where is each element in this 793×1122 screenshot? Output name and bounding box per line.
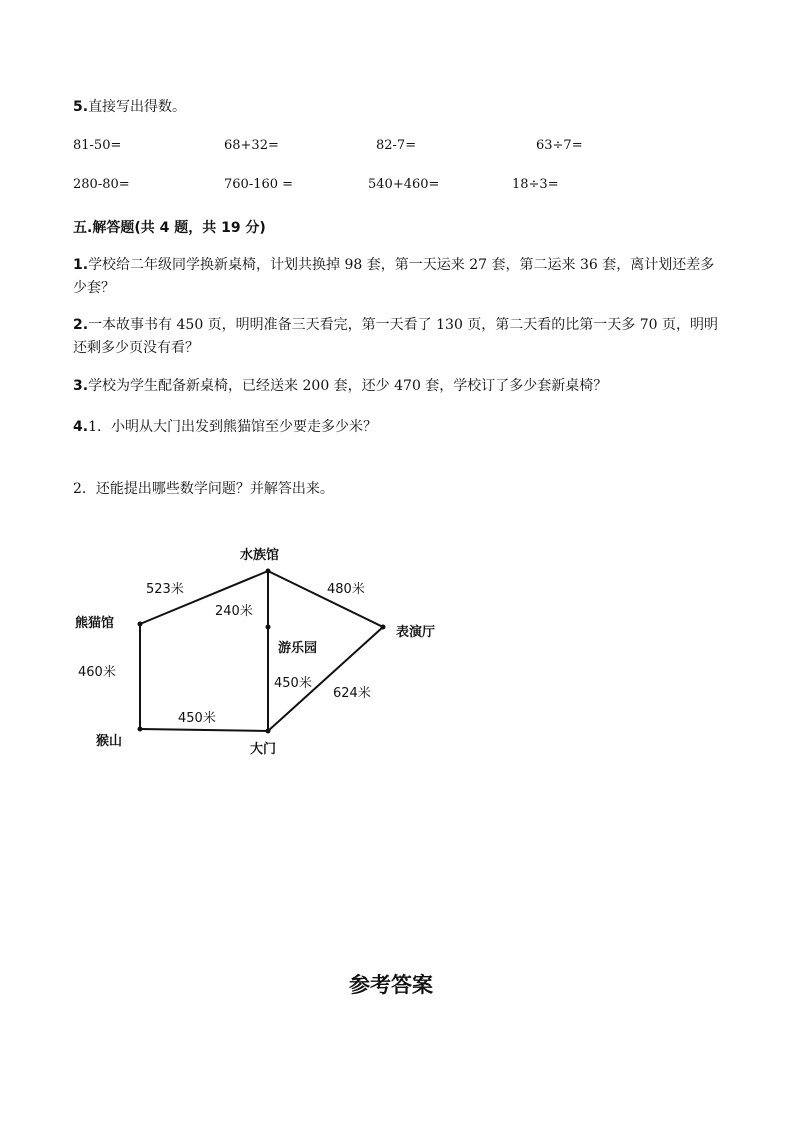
label-monkey: 猴山 <box>96 734 123 749</box>
problem-3-number: 3. <box>73 378 89 394</box>
q5-heading <box>73 97 186 117</box>
path-monkey-gate <box>140 729 268 731</box>
q5-row2-item2: 760-160 = <box>224 177 294 192</box>
problem-2-text: 一本故事书有 450 页，明明准备三天看完，第一天看了 130 页，第二天看的比第一天多 70 页，明明还剩多少页没有看？ <box>73 317 719 356</box>
problem-4 <box>73 416 721 439</box>
label-show: 表演厅 <box>396 625 436 640</box>
problem-4-text: 1．小明从大门出发到熊猫馆至少要走多少米？ <box>88 419 377 435</box>
path-aquarium-show <box>268 571 383 627</box>
q5-row2-item3: 540+460= <box>368 177 440 192</box>
q5-row1-item3: 82-7= <box>376 138 417 153</box>
q5-row2-item4: 18÷3= <box>512 177 559 192</box>
node-monkey <box>138 727 143 732</box>
dist-aquarium-show: 480米 <box>327 582 365 597</box>
problem-2 <box>73 314 721 360</box>
dist-panda-aquarium: 523米 <box>146 582 184 597</box>
section-title: 五.解答题(共 4 题，共 19 分) <box>73 220 266 236</box>
problem-4-sub-2: 2．还能提出哪些数学问题？并解答出来。 <box>73 481 334 497</box>
label-panda: 熊猫馆 <box>75 616 115 631</box>
q5-instruction: 直接写出得数。 <box>88 99 187 115</box>
problem-3 <box>73 375 721 398</box>
q5-number: 5. <box>73 99 89 115</box>
problem-4-number: 4. <box>73 419 89 435</box>
answer-title: 参考答案 <box>349 973 433 997</box>
q5-row2-item1: 280-80= <box>73 177 130 192</box>
node-gate <box>266 729 271 734</box>
problem-3-text: 学校为学生配备新桌椅，已经送来 200 套，还少 470 套，学校订了多少套新桌椅？ <box>88 378 608 394</box>
dist-show-gate: 624米 <box>333 686 371 701</box>
label-aquarium: 水族馆 <box>240 548 280 563</box>
problem-1-number: 1. <box>73 257 89 273</box>
dist-monkey-gate: 450米 <box>178 711 216 726</box>
node-panda <box>138 622 143 627</box>
node-aquarium <box>266 569 271 574</box>
problem-2-number: 2. <box>73 317 89 333</box>
dist-aquarium-park: 240米 <box>215 604 253 619</box>
dist-park-gate: 450米 <box>274 676 312 691</box>
q5-row1-item2: 68+32= <box>224 138 279 153</box>
problem-1 <box>73 254 721 300</box>
label-park: 游乐园 <box>278 641 318 656</box>
problem-1-text: 学校给二年级同学换新桌椅，计划共换掉 98 套，第一天运来 27 套，第二运来 36 套，离计划还差多少套？ <box>73 257 715 296</box>
q5-row1-item4: 63÷7= <box>536 138 583 153</box>
node-park <box>266 625 271 630</box>
dist-panda-monkey: 460米 <box>78 665 116 680</box>
node-show <box>381 625 386 630</box>
label-gate: 大门 <box>250 742 277 757</box>
q5-row1-item1: 81-50= <box>73 138 122 153</box>
route-map <box>60 535 480 770</box>
